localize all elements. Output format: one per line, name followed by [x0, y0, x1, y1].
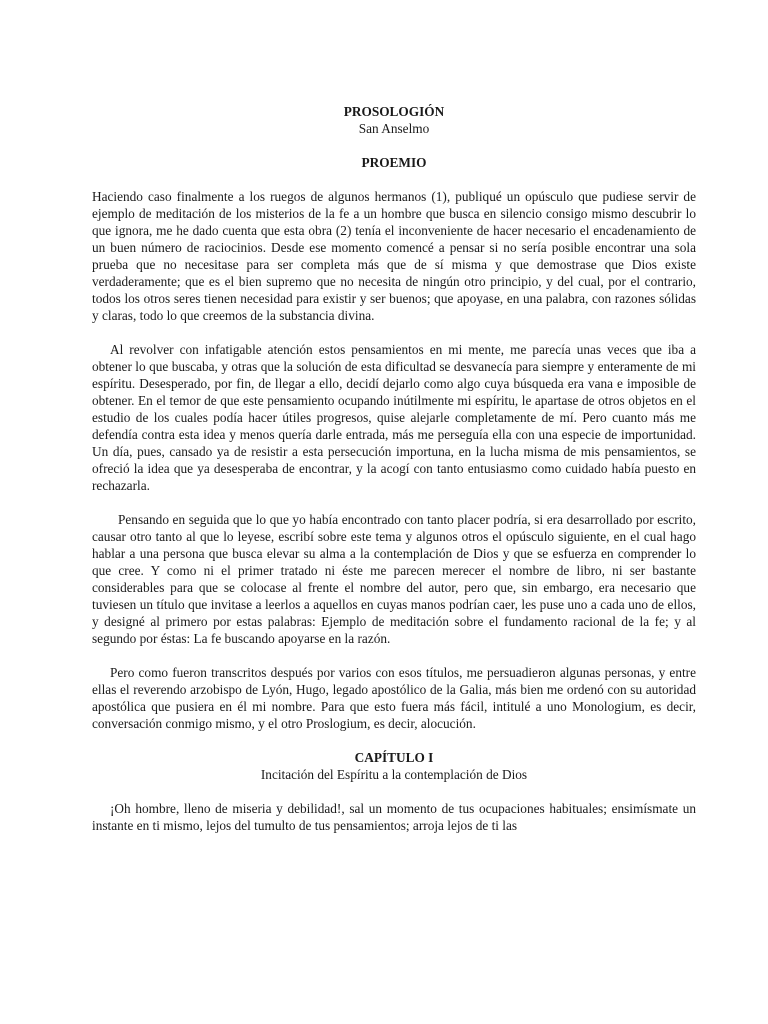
chapter-subtitle: Incitación del Espíritu a la contemplación de Dios: [260, 767, 528, 782]
document-title: PROSOLOGIÓN: [343, 104, 445, 119]
proemio-paragraph-2: Al revolver con infatigable atención estos pensamientos en mi mente, me parecía unas veces que iba a obtener lo que buscaba, y otras que la solución de esta dificultad se desvanecía para siempre y enteramente de mi espíritu. Desesperado, por fin, de llegar a ello, decidí dejarlo como algo cuya búsqueda era vana e imposible de obtener. En el temor de que este pensamiento ocupando inútilmente mi espíritu, le apartase de otros objetos en el estudio de los cuales podía hacer útiles progresos, quise alejarle completamente de mí. Pero cuanto más me defendía contra esta idea y menos quería darle entrada, más me perseguía ella con una especie de importunidad. Un día, pues, cansado ya de resistir a esta persecución importuna, en la lucha misma de mis pensamientos, se ofreció la idea que ya desesperaba de encontrar, y la acogí con tanto entusiasmo como cuidado había puesto en rechazarla.: [92, 342, 696, 493]
proemio-heading: PROEMIO: [361, 155, 427, 170]
spacer: [92, 171, 696, 188]
chapter-paragraph-1: ¡Oh hombre, lleno de miseria y debilidad!, sal un momento de tus ocupaciones habituales; ensimísmate un instante en ti mismo, lejos del tumulto de tus pensamientos; arroja lejos de ti las: [92, 801, 696, 833]
proemio-paragraph-4: Pero como fueron transcritos después por varios con esos títulos, me persuadieron algunas personas, y entre ellas el reverendo arzobispo de Lyón, Hugo, legado apostólico de la Galia, más bien me ordenó con su autoridad apostólica que pusiera en él mi nombre. Para que esto fuera más fácil, intitulé a uno Monologium, es decir, conversación conmigo mismo, y el otro Proslogium, es decir, alocución.: [92, 665, 696, 731]
chapter-heading: CAPÍTULO I: [354, 750, 434, 765]
document-author: San Anselmo: [358, 121, 430, 136]
spacer: [92, 783, 696, 800]
spacer: [92, 137, 696, 154]
proemio-paragraph-1: Haciendo caso finalmente a los ruegos de algunos hermanos (1), publiqué un opúsculo que pudiese servir de ejemplo de meditación de los misterios de la fe a un hombre que busca en silencio consigo mismo descubrir lo que ignora, me he dado cuenta que esta obra (2) tenía el inconveniente de hacer necesario el encadenamiento de un buen número de raciocinios. Desde ese momento comencé a pensar si no sería posible encontrar una sola prueba que no necesitase para ser completa más que de sí misma y que demostrase que Dios existe verdaderamente; que es el bien supremo que no necesita de ningún otro principio, y del cual, por el contrario, todos los otros seres tienen necesidad para existir y ser buenos; que apoyase, en una palabra, con razones sólidas y claras, todo lo que creemos de la substancia divina.: [92, 189, 696, 323]
document-page: [92, 103, 696, 851]
proemio-paragraph-3: Pensando en seguida que lo que yo había encontrado con tanto placer podría, si era desarrollado por escrito, causar otro tanto al que lo leyese, escribí sobre este tema y algunos otros el opúsculo siguiente, en el cual hago hablar a una persona que busca elevar su alma a la contemplación de Dios y que se esfuerza en comprender lo que cree. Y como ni el primer tratado ni éste me parecen merecer el nombre de libro, ni ser bastante considerables para que se colocase al frente el nombre del autor, pero que, sin embargo, era necesario que tuviesen un título que invitase a leerlos a aquellos en cuyas manos podrían caer, les puse uno a cada uno de ellos, y designé al primero por estas palabras: Ejemplo de meditación sobre el fundamento racional de la fe; y al segundo por éstas: La fe buscando apoyarse en la razón.: [92, 512, 696, 646]
